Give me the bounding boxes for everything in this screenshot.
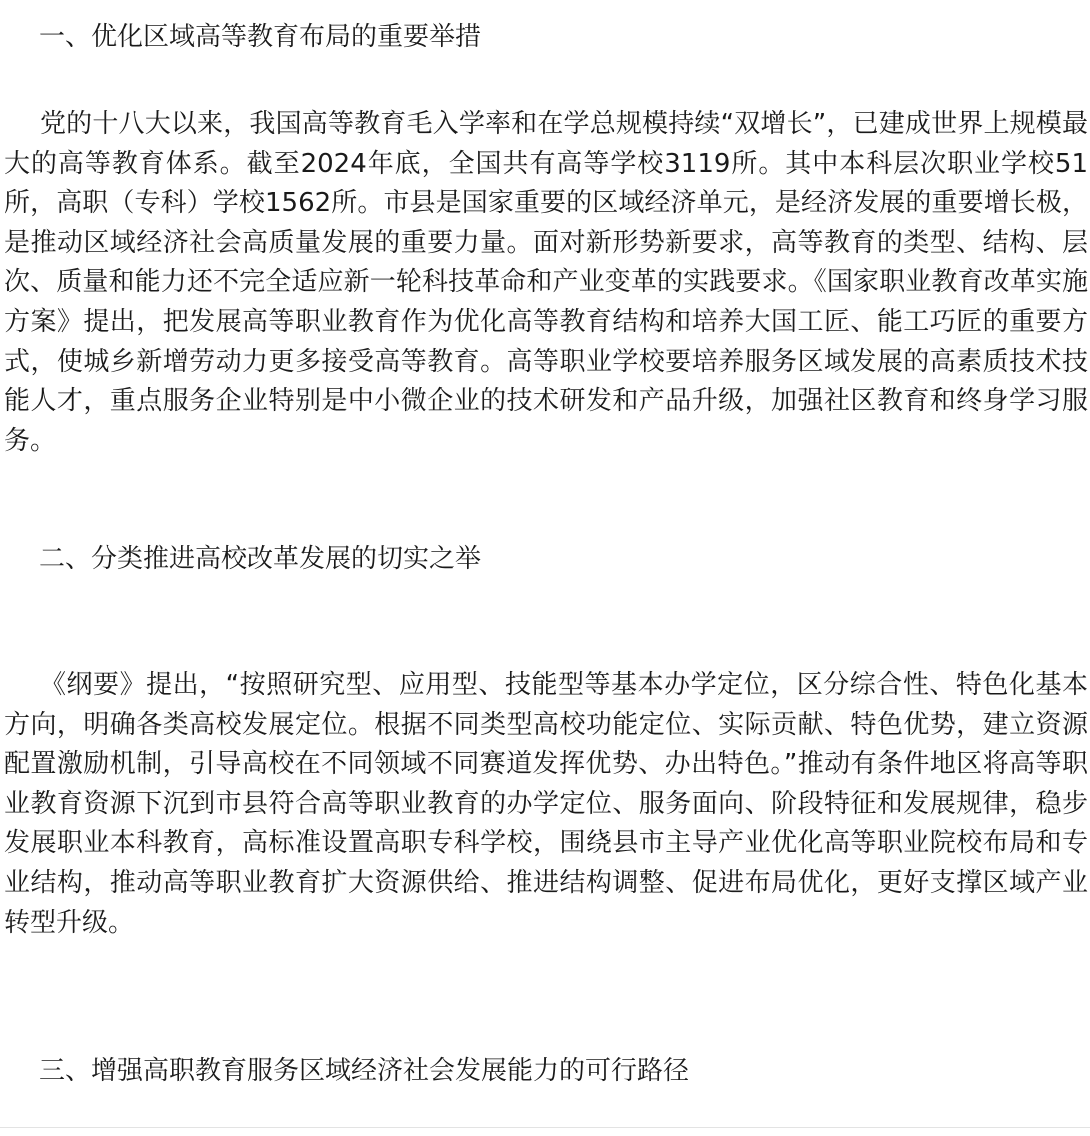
section-paragraph-1: 党的十八大以来，我国高等教育毛入学率和在学总规模持续“双增长”，已建成世界上规模最大的高等教育体系。截至2024年底，全国共有高等学校3119所。其中本科层次职业学校51所，高职（专科）学校1562所。市县是国家重要的区域经济单元，是经济发展的重要增长极，是推动区域经济社会高质量发展的重要力量。面对新形势新要求，高等教育的类型、结构、层次、质量和能力还不完全适应新一轮科技革命和产业变革的实践要求。《国家职业教育改革实施方案》提出，把发展高等职业教育作为优化高等教育结构和培养大国工匠、能工巧匠的重要方式，使城乡新增劳动力更多接受高等教育。高等职业学校要培养服务区域发展的高素质技术技能人才，重点服务企业特别是中小微企业的技术研发和产品升级，加强社区教育和终身学习服务。: [4, 109, 1088, 456]
section-heading-3: 三、增强高职教育服务区域经济社会发展能力的可行路径: [39, 1056, 690, 1086]
section-heading-2: 二、分类推进高校改革发展的切实之举: [39, 544, 482, 574]
bottom-divider: [0, 1127, 1090, 1128]
section-heading-1: 一、优化区域高等教育布局的重要举措: [39, 22, 482, 52]
section-paragraph-2: 《纲要》提出，“按照研究型、应用型、技能型等基本办学定位，区分综合性、特色化基本方向，明确各类高校发展定位。根据不同类型高校功能定位、实际贡献、特色优势，建立资源配置激励机制，引导高校在不同领域不同赛道发挥优势、办出特色。”推动有条件地区将高等职业教育资源下沉到市县符合高等职业教育的办学定位、服务面向、阶段特征和发展规律，稳步发展职业本科教育，高标准设置高职专科学校，围绕县市主导产业优化高等职业院校布局和专业结构，推动高等职业教育扩大资源供给、推进结构调整、促进布局优化，更好支撑区域产业转型升级。: [4, 670, 1088, 938]
